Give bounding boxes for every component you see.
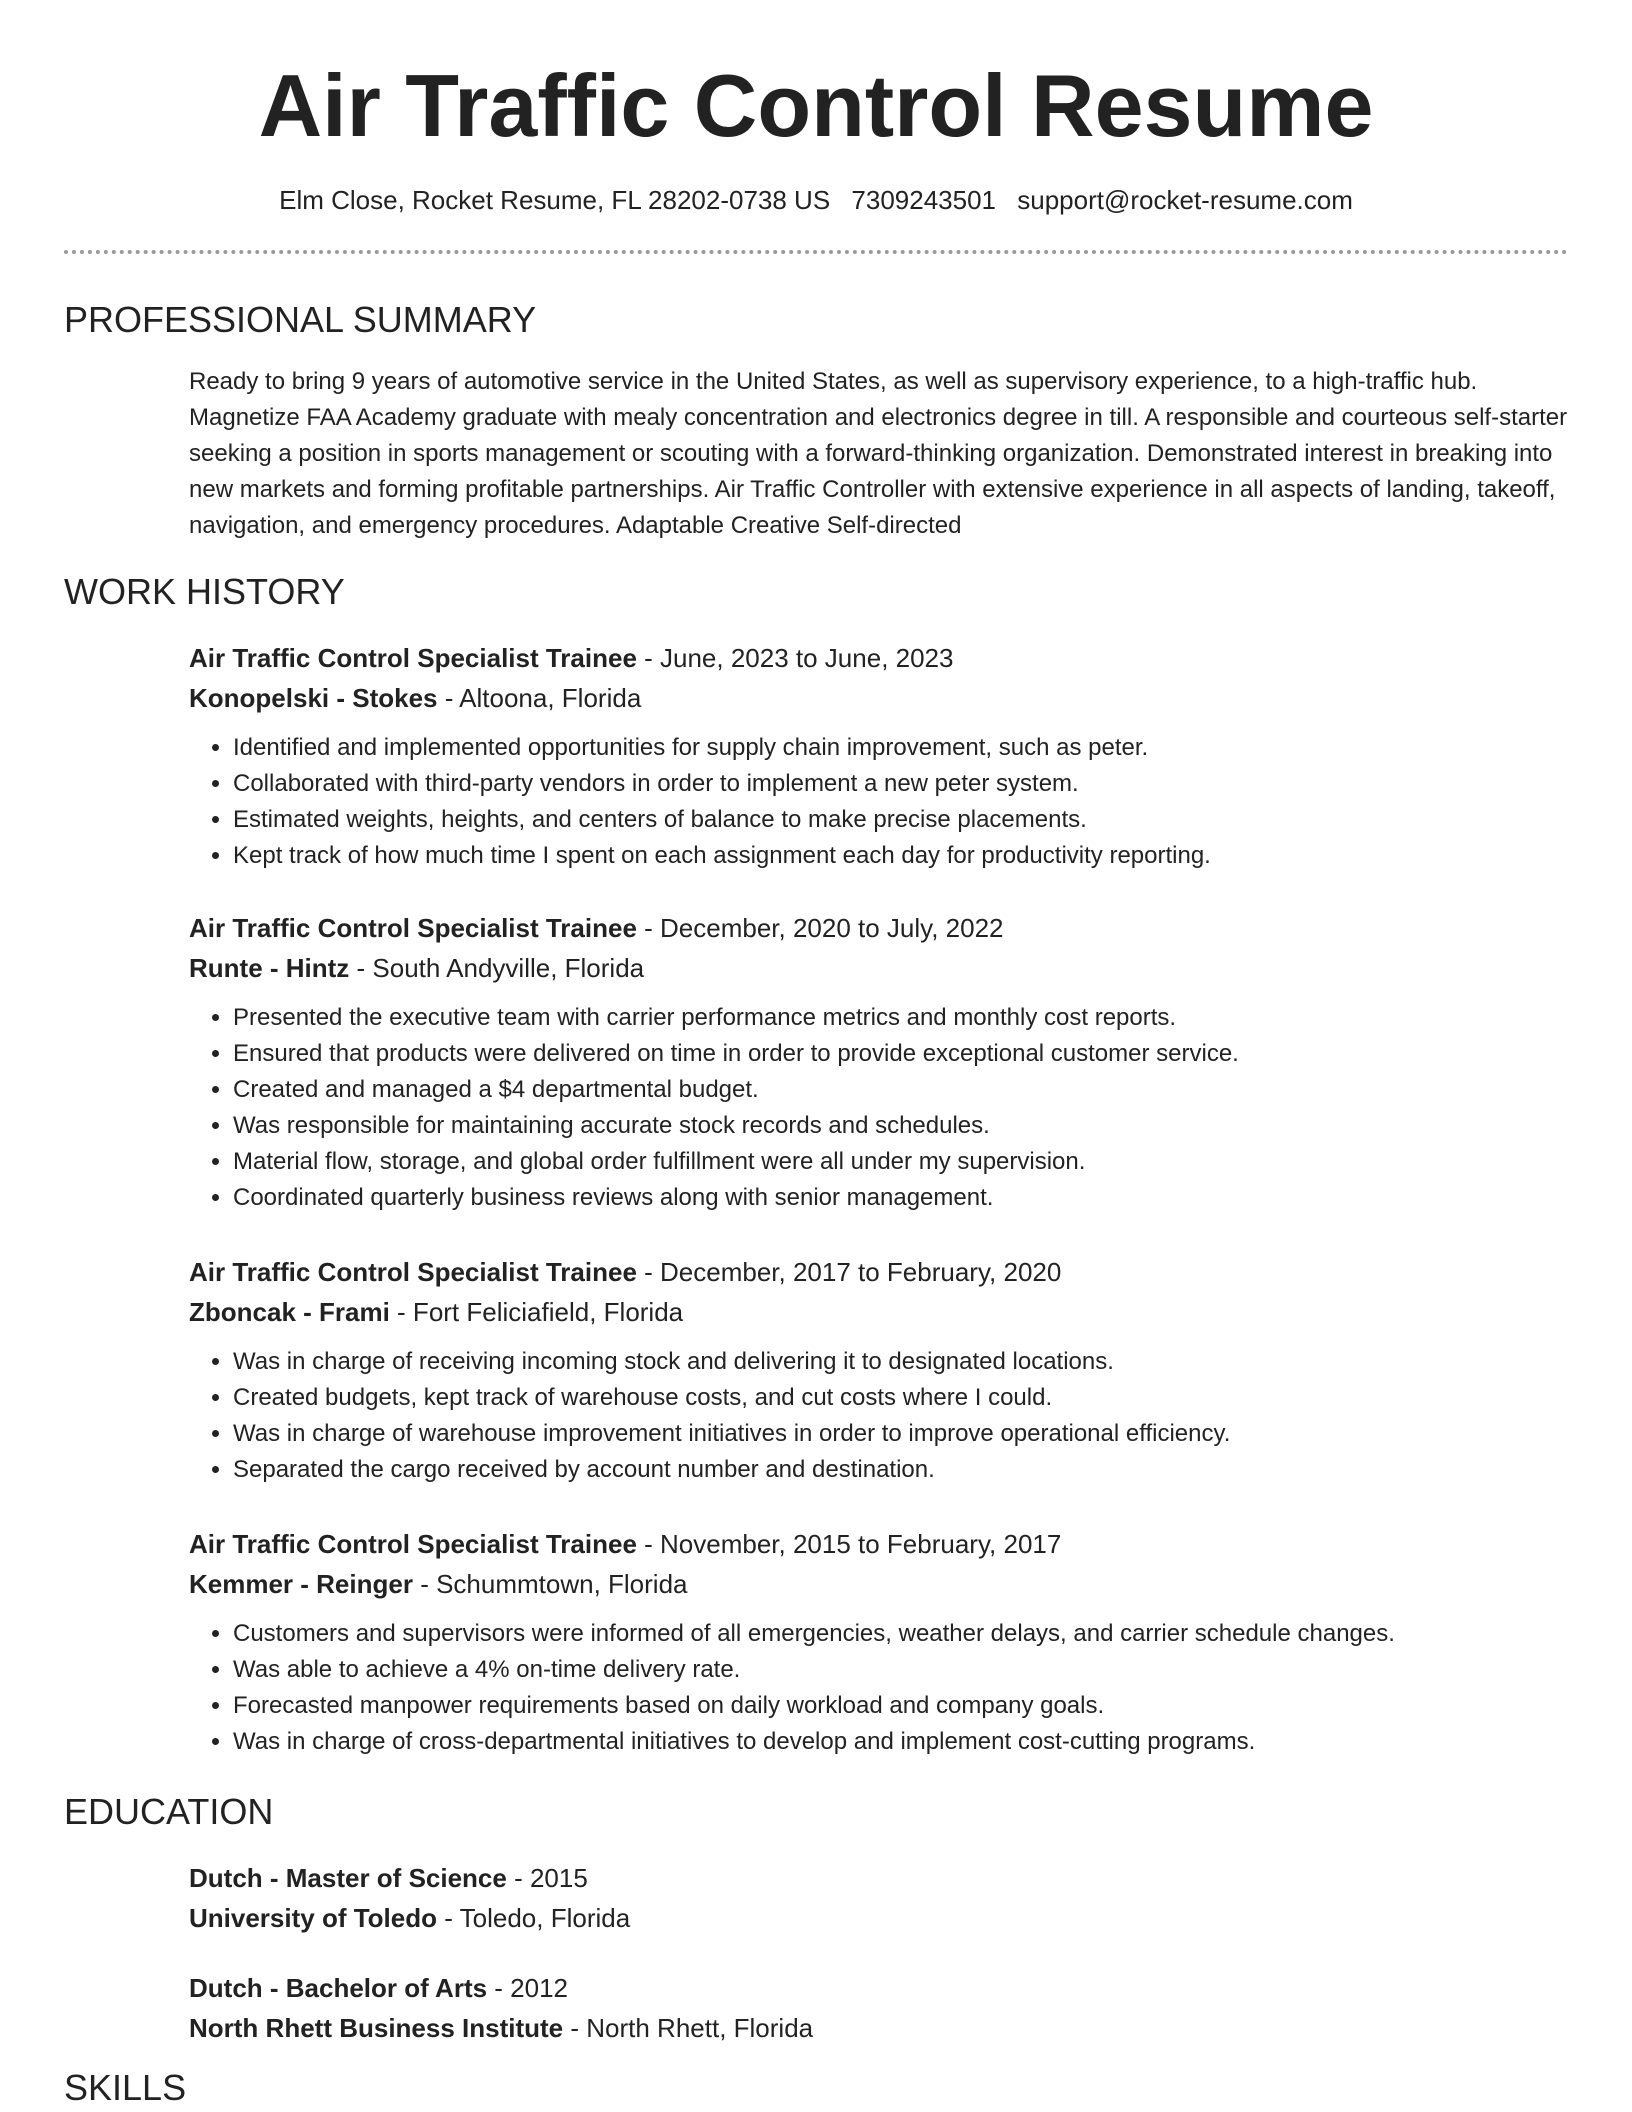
- bullet-item: • Material flow, storage, and global order fulfillment were all under my supervision.: [233, 1144, 1569, 1180]
- job-bullets: [189, 730, 1569, 874]
- education-entry: [189, 1858, 1569, 1938]
- bullet-item: • Was in charge of cross-departmental initiatives to develop and implement cost-cutting programs.: [233, 1724, 1569, 1760]
- bullet-item: • Customers and supervisors were informed of all emergencies, weather delays, and carrier schedule changes.: [233, 1616, 1569, 1652]
- bullet-item: • Was in charge of receiving incoming stock and delivering it to designated locations.: [233, 1344, 1569, 1380]
- work-history-heading: WORK HISTORY: [64, 571, 345, 612]
- job-location: - Schummtown, Florida: [412, 1569, 688, 1599]
- job-bullets: [189, 1344, 1569, 1488]
- job-dates: - December, 2017 to February, 2020: [636, 1257, 1062, 1287]
- job-company-line: [189, 678, 1569, 718]
- job-location: - Fort Feliciafield, Florida: [389, 1297, 684, 1327]
- degree-line: [189, 1858, 1569, 1898]
- job-position: Air Traffic Control Specialist Trainee: [189, 1257, 637, 1287]
- phone: 7309243501: [851, 185, 997, 215]
- job-entry: [189, 1252, 1569, 1488]
- bullet-item: • Collaborated with third-party vendors in order to implement a new peter system.: [233, 766, 1569, 802]
- job-company: Zboncak - Frami: [189, 1297, 390, 1327]
- job-title-line: [189, 638, 1569, 678]
- job-position: Air Traffic Control Specialist Trainee: [189, 913, 637, 943]
- job-position: Air Traffic Control Specialist Trainee: [189, 643, 637, 673]
- job-location: - South Andyville, Florida: [349, 953, 645, 983]
- bullet-item: • Created budgets, kept track of warehouse costs, and cut costs where I could.: [233, 1380, 1569, 1416]
- job-dates: - June, 2023 to June, 2023: [636, 643, 954, 673]
- job-title-line: [189, 1524, 1569, 1564]
- degree: Dutch - Master of Science: [189, 1863, 507, 1893]
- school-location: - North Rhett, Florida: [563, 2013, 814, 2043]
- school: University of Toledo: [189, 1903, 437, 1933]
- school-location: - Toledo, Florida: [437, 1903, 631, 1933]
- school: North Rhett Business Institute: [189, 2013, 564, 2043]
- job-entry: [189, 1524, 1569, 1760]
- job-company: Konopelski - Stokes: [189, 683, 438, 713]
- summary-block: [189, 364, 1569, 544]
- job-dates: - November, 2015 to February, 2017: [636, 1529, 1062, 1559]
- bullet-item: • Identified and implemented opportunities for supply chain improvement, such as peter.: [233, 730, 1569, 766]
- job-position: Air Traffic Control Specialist Trainee: [189, 1529, 637, 1559]
- job-location: - Altoona, Florida: [437, 683, 642, 713]
- education-entry: [189, 1968, 1569, 2048]
- bullet-item: • Kept track of how much time I spent on each assignment each day for productivity reporting.: [233, 838, 1569, 874]
- degree-line: [189, 1968, 1569, 2008]
- job-title-line: [189, 908, 1569, 948]
- bullet-item: • Was responsible for maintaining accurate stock records and schedules.: [233, 1108, 1569, 1144]
- job-entry: [189, 638, 1569, 874]
- email-link[interactable]: support@rocket-resume.com: [1017, 185, 1353, 215]
- contact-line: [0, 180, 1632, 220]
- job-bullets: [189, 1000, 1569, 1216]
- education-heading: EDUCATION: [64, 1791, 274, 1832]
- header-divider: [64, 250, 1568, 254]
- job-dates: - December, 2020 to July, 2022: [636, 913, 1004, 943]
- bullet-item: • Was in charge of warehouse improvement initiatives in order to improve operational efficiency.: [233, 1416, 1569, 1452]
- job-company-line: [189, 1564, 1569, 1604]
- school-line: [189, 1898, 1569, 1938]
- job-company-line: [189, 1292, 1569, 1332]
- degree-year: - 2015: [506, 1863, 588, 1893]
- bullet-item: • Ensured that products were delivered on time in order to provide exceptional customer service.: [233, 1036, 1569, 1072]
- address: Elm Close, Rocket Resume, FL 28202-0738 US: [279, 185, 831, 215]
- resume-title: Air Traffic Control Resume: [258, 56, 1374, 155]
- job-bullets: [189, 1616, 1569, 1760]
- summary-heading: PROFESSIONAL SUMMARY: [64, 299, 537, 340]
- job-title-line: [189, 1252, 1569, 1292]
- skills-heading: SKILLS: [64, 2067, 187, 2108]
- school-line: [189, 2008, 1569, 2048]
- job-company: Kemmer - Reinger: [189, 1569, 413, 1599]
- bullet-item: • Created and managed a $4 departmental budget.: [233, 1072, 1569, 1108]
- bullet-item: • Forecasted manpower requirements based on daily workload and company goals.: [233, 1688, 1569, 1724]
- bullet-item: • Coordinated quarterly business reviews along with senior management.: [233, 1180, 1569, 1216]
- bullet-item: • Presented the executive team with carrier performance metrics and monthly cost reports.: [233, 1000, 1569, 1036]
- bullet-item: • Estimated weights, heights, and centers of balance to make precise placements.: [233, 802, 1569, 838]
- summary-text: Ready to bring 9 years of automotive service in the United States, as well as supervisory experience, to a high-traffic hub. Magnetize FAA Academy graduate with mealy concentration and electronics degree in till. A responsible and courteous self-starter seeking a position in sports management or scouting with a forward-thinking organization. Demonstrated interest in breaking into new markets and forming profitable partnerships. Air Traffic Controller with extensive experience in all aspects of landing, takeoff, navigation, and emergency procedures. Adaptable Creative Self-directed: [189, 368, 1568, 539]
- job-company-line: [189, 948, 1569, 988]
- job-company: Runte - Hintz: [189, 953, 350, 983]
- job-entry: [189, 908, 1569, 1216]
- degree-year: - 2012: [487, 1973, 569, 2003]
- bullet-item: • Was able to achieve a 4% on-time delivery rate.: [233, 1652, 1569, 1688]
- bullet-item: • Separated the cargo received by account number and destination.: [233, 1452, 1569, 1488]
- degree: Dutch - Bachelor of Arts: [189, 1973, 488, 2003]
